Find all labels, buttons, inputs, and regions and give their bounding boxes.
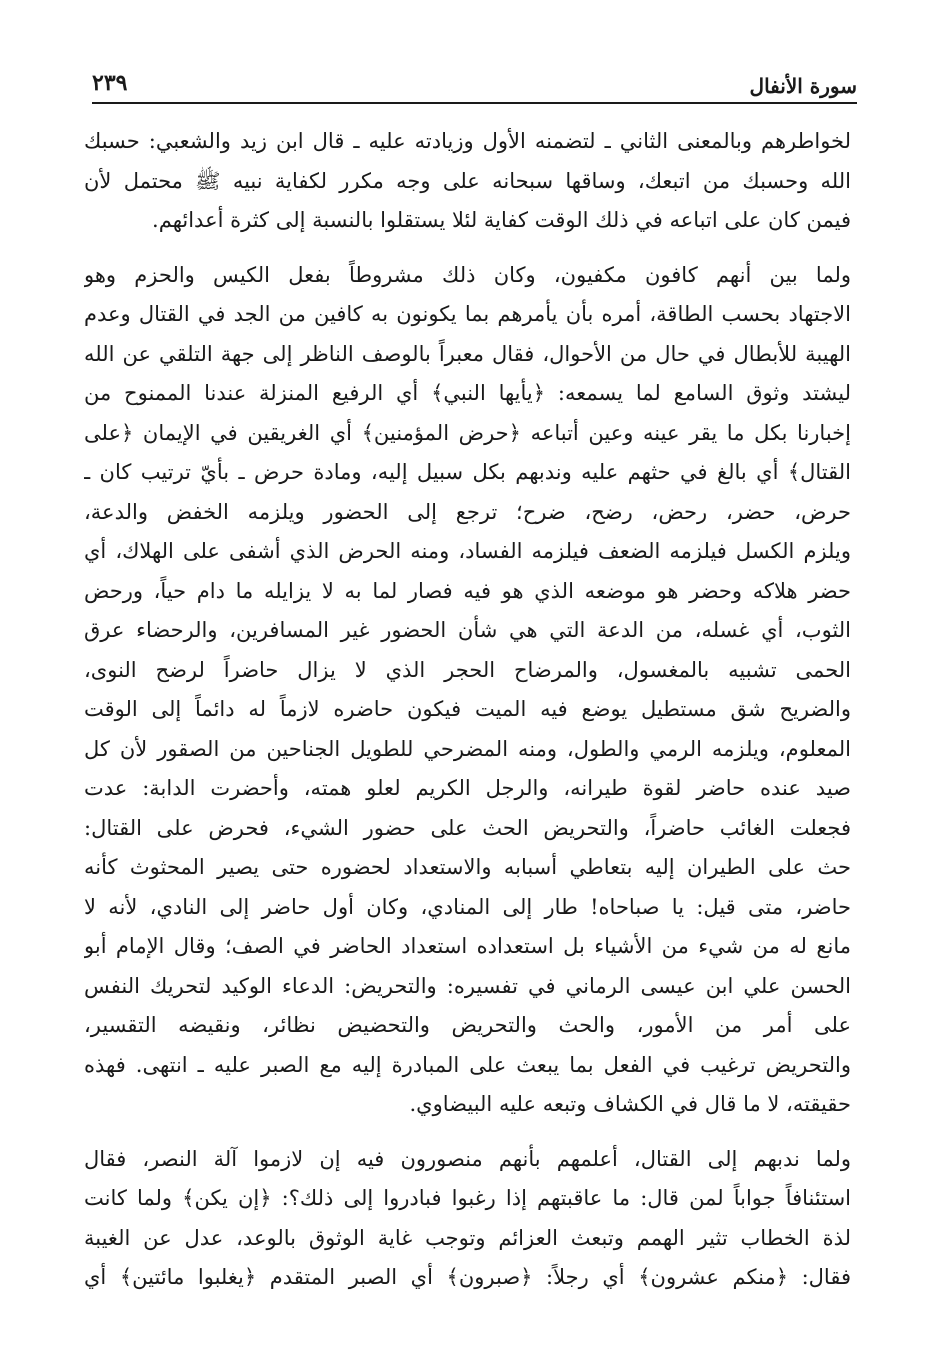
paragraph-spacer — [84, 241, 851, 256]
paragraph-spacer — [84, 1125, 851, 1140]
text-line: الله وحسبك من اتبعك، وساقها سبحانه على وجه مكرر لكفاية نبيه ﷺ محتمل لأن — [84, 168, 851, 193]
body-text — [84, 122, 851, 1298]
text-line: لخواطرهم وبالمعنى الثاني ـ لتضمنه الأول وزيادته عليه ـ قال ابن زيد والشعبي: حسبك — [84, 129, 851, 153]
paragraph-2 — [84, 256, 851, 1125]
text-line: حاضر، متى قيل: يا صباحاه! طار إلى المنادي، وكان أول حاضر إلى النادي، لأنه لا — [84, 894, 851, 919]
page-header — [92, 66, 857, 104]
text-line: حث على الطيران إليه بتعاطي أسبابه والاستعداد لحضوره حتى يصير المحثوث كأنه — [84, 855, 851, 879]
text-line: حقيقته، لا ما قال في الكشاف وتبعه عليه البيضاوي. — [409, 1092, 851, 1116]
text-line: ليشتد وثوق السامع لما يسمعه: ﴿يأيها النبي﴾ أي الرفيع المنزلة عندنا الممنوح من — [84, 381, 851, 405]
text-line: الحمى تشبيه بالمغسول، والمرضاح الحجر الذي لا يزال حاضراً لرضح النوى، — [84, 657, 851, 682]
text-line: الثوب، أي غسله، من الدعة التي هي شأن الحضور غير المسافرين، والرحضاء عرق — [84, 618, 851, 642]
text-line: والضريح شق مستطيل يوضع فيه الميت فيكون حاضره لازماً له دائماً إلى الوقت — [84, 697, 851, 721]
running-header-surah-name: سورة الأنفال — [749, 74, 857, 98]
page-number: ٢٣٩ — [92, 70, 128, 96]
text-line: والتحريض ترغيب في الفعل بما يبعث على المبادرة إليه مع الصبر عليه ـ انتهى. فهذه — [84, 1052, 851, 1077]
text-line: المعلوم، ويلزمه الرمي والطول، ومنه المضرحي للطويل الجناحين من الصقور لأن كل — [84, 736, 851, 761]
text-line: صيد عنده حاضر لقوة طيرانه، والرجل الكريم لعلو همته، وأحضرت الدابة: عدت — [84, 776, 851, 800]
paragraph-3 — [84, 1140, 851, 1298]
text-line: القتال﴾ أي بالغ في حثهم عليه وندبهم بكل سبيل إليه، ومادة حرض ـ بأيّ ترتيب كان ـ — [84, 460, 851, 484]
text-line: لذة الخطاب تثير الهمم وتبعث العزائم وتوجب غاية الوثوق بالوعد، عدل عن الغيبة — [84, 1225, 851, 1250]
text-line: فقال: ﴿منكم عشرون﴾ أي رجلاً: ﴿صبرون﴾ أي الصبر المتقدم ﴿يغلبوا مائتين﴾ أي — [84, 1265, 851, 1289]
text-line: ولما ندبهم إلى القتال، أعلمهم بأنهم منصورون فيه إن لازموا آلة النصر، فقال — [84, 1146, 851, 1171]
text-line: الاجتهاد بحسب الطاقة، أمره بأن يأمرهم بما يكونون به كافين من الجد في القتال وعدم — [84, 302, 851, 326]
text-line: ويلزم الكسل فيلزمه الضعف فيلزمه الفساد، ومنه الحرض الذي أشفى على الهلاك، أي — [84, 539, 851, 563]
text-line: حرض، حضر، رحض، رضح، ضرح؛ ترجع إلى الحضور ويلزمه الخفض والدعة، — [84, 499, 851, 524]
text-line: الهيبة للأبطال في حال من الأحوال، فقال معبراً بالوصف الناظر إلى جهة التلقي عن الله — [84, 341, 851, 366]
text-line: إخبارنا بكل ما يقر عينه وعين أتباعه ﴿حرض المؤمنين﴾ أي الغريقين في الإيمان ﴿على — [84, 420, 851, 445]
text-line: فيمن كان على اتباعه في ذلك الوقت كفاية لئلا يستقلوا بالنسبة إلى كثرة أعدائهم. — [152, 208, 851, 232]
text-line: الحسن علي ابن عيسى الرماني في تفسيره: والتحريض: الدعاء الوكيد لتحريك النفس — [84, 973, 851, 998]
text-line: استئنافاً جواباً لمن قال: ما عاقبتهم إذا رغبوا فبادروا إلى ذلك؟: ﴿إن يكن﴾ ولما كانت — [84, 1186, 851, 1210]
text-line: فجعلت الغائب حاضراً، والتحريض الحث على حضور الشيء، فحرض على القتال: — [84, 815, 851, 840]
text-line: حضر هلاكه وحضر هو موضعه الذي هو فيه فصار لما به لا يزايله ما دام حياً، ورحض — [84, 578, 851, 603]
text-line: مانع له من شيء من الأشياء بل استعداده استعداد الحاضر في الصف؛ وقال الإمام أبو — [84, 934, 851, 958]
paragraph-1 — [84, 122, 851, 241]
text-line: ولما بين أنهم كافون مكفيون، وكان ذلك مشروطاً بفعل الكيس والحزم وهو — [84, 262, 851, 287]
text-line: على أمر من الأمور، والحث والتحريض والتحضيض نظائر، ونقيضه التقسير، — [84, 1013, 851, 1037]
